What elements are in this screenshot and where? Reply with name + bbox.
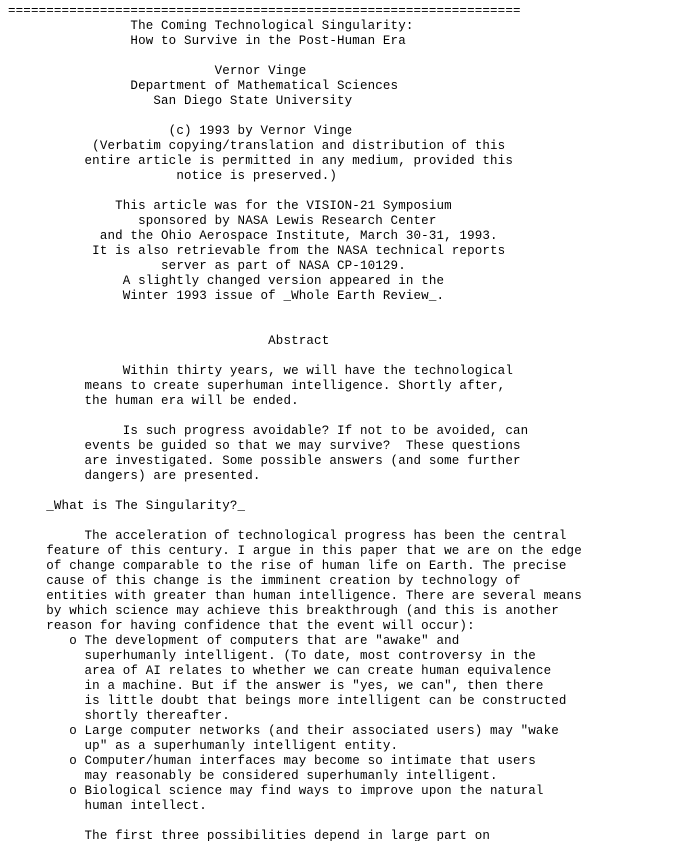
text-line: cause of this change is the imminent creation by technology of — [8, 574, 521, 588]
publication-note: and the Ohio Aerospace Institute, March 30-31, 1993. — [8, 229, 498, 243]
abstract-paragraph: the human era will be ended. — [8, 394, 299, 408]
text-line: in a machine. But if the answer is "yes, we can", then there — [8, 679, 544, 693]
publication-note: A slightly changed version appeared in the — [8, 274, 445, 288]
bullet-item: o The development of computers that are "awake" and — [8, 634, 460, 648]
text-line: entities with greater than human intelligence. There are several means — [8, 589, 582, 603]
bullet-item: o Computer/human interfaces may become so intimate that users — [8, 754, 536, 768]
abstract-paragraph — [8, 409, 582, 424]
blank-line — [8, 304, 582, 319]
abstract-paragraph: events be guided so that we may survive? These questions — [8, 439, 521, 453]
text-line: reason for having confidence that the event will occur): — [8, 619, 475, 633]
text-line: by which science may achieve this breakthrough (and this is another — [8, 604, 559, 618]
copyright-notice: notice is preserved.) — [8, 169, 338, 183]
blank-line — [8, 349, 582, 364]
text-line: human intellect. — [8, 799, 207, 813]
blank-line — [8, 319, 582, 334]
bullet-item: o Large computer networks (and their associated users) may "wake — [8, 724, 559, 738]
article-text — [8, 4, 582, 841]
text-line: area of AI relates to whether we can create human equivalence — [8, 664, 552, 678]
blank-line — [8, 514, 582, 529]
publication-note: server as part of NASA CP-10129. — [8, 259, 406, 273]
article-title: How to Survive in the Post-Human Era — [8, 34, 406, 48]
author-affiliation: Department of Mathematical Sciences — [8, 79, 399, 93]
blank-line — [8, 814, 582, 829]
blank-line — [8, 109, 582, 124]
section-heading: _What is The Singularity?_ — [8, 499, 246, 513]
publication-note: Winter 1993 issue of _Whole Earth Review_. — [8, 289, 445, 303]
text-line: feature of this century. I argue in this paper that we are on the edge — [8, 544, 582, 558]
text-line: The first three possibilities depend in large part on — [8, 829, 491, 841]
publication-note: sponsored by NASA Lewis Research Center — [8, 214, 437, 228]
abstract-heading: Abstract — [8, 334, 330, 348]
blank-line — [8, 49, 582, 64]
text-line: The acceleration of technological progress has been the central — [8, 529, 567, 543]
copyright-notice: (Verbatim copying/translation and distribution of this — [8, 139, 506, 153]
blank-line — [8, 484, 582, 499]
bullet-item: o Biological science may find ways to improve upon the natural — [8, 784, 544, 798]
publication-note: It is also retrievable from the NASA technical reports — [8, 244, 506, 258]
abstract-paragraph: dangers) are presented. — [8, 469, 261, 483]
top-rule-divider: =================================================================== — [8, 4, 521, 18]
publication-note: This article was for the VISION-21 Symposium — [8, 199, 452, 213]
abstract-paragraph: means to create superhuman intelligence. Shortly after, — [8, 379, 506, 393]
abstract-paragraph: Within thirty years, we will have the technological — [8, 364, 513, 378]
copyright-notice: entire article is permitted in any medium, provided this — [8, 154, 513, 168]
copyright-notice: (c) 1993 by Vernor Vinge — [8, 124, 353, 138]
text-line: shortly thereafter. — [8, 709, 230, 723]
text-line: is little doubt that beings more intelligent can be constructed — [8, 694, 567, 708]
author-name: Vernor Vinge — [8, 64, 307, 78]
text-line: may reasonably be considered superhumanly intelligent. — [8, 769, 498, 783]
abstract-paragraph: are investigated. Some possible answers (and some further — [8, 454, 521, 468]
text-line: of change comparable to the rise of human life on Earth. The precise — [8, 559, 567, 573]
abstract-paragraph: Is such progress avoidable? If not to be avoided, can — [8, 424, 529, 438]
text-line: superhumanly intelligent. (To date, most controversy in the — [8, 649, 536, 663]
text-line: up" as a superhumanly intelligent entity. — [8, 739, 399, 753]
author-affiliation: San Diego State University — [8, 94, 353, 108]
blank-line — [8, 184, 582, 199]
article-title: The Coming Technological Singularity: — [8, 19, 414, 33]
